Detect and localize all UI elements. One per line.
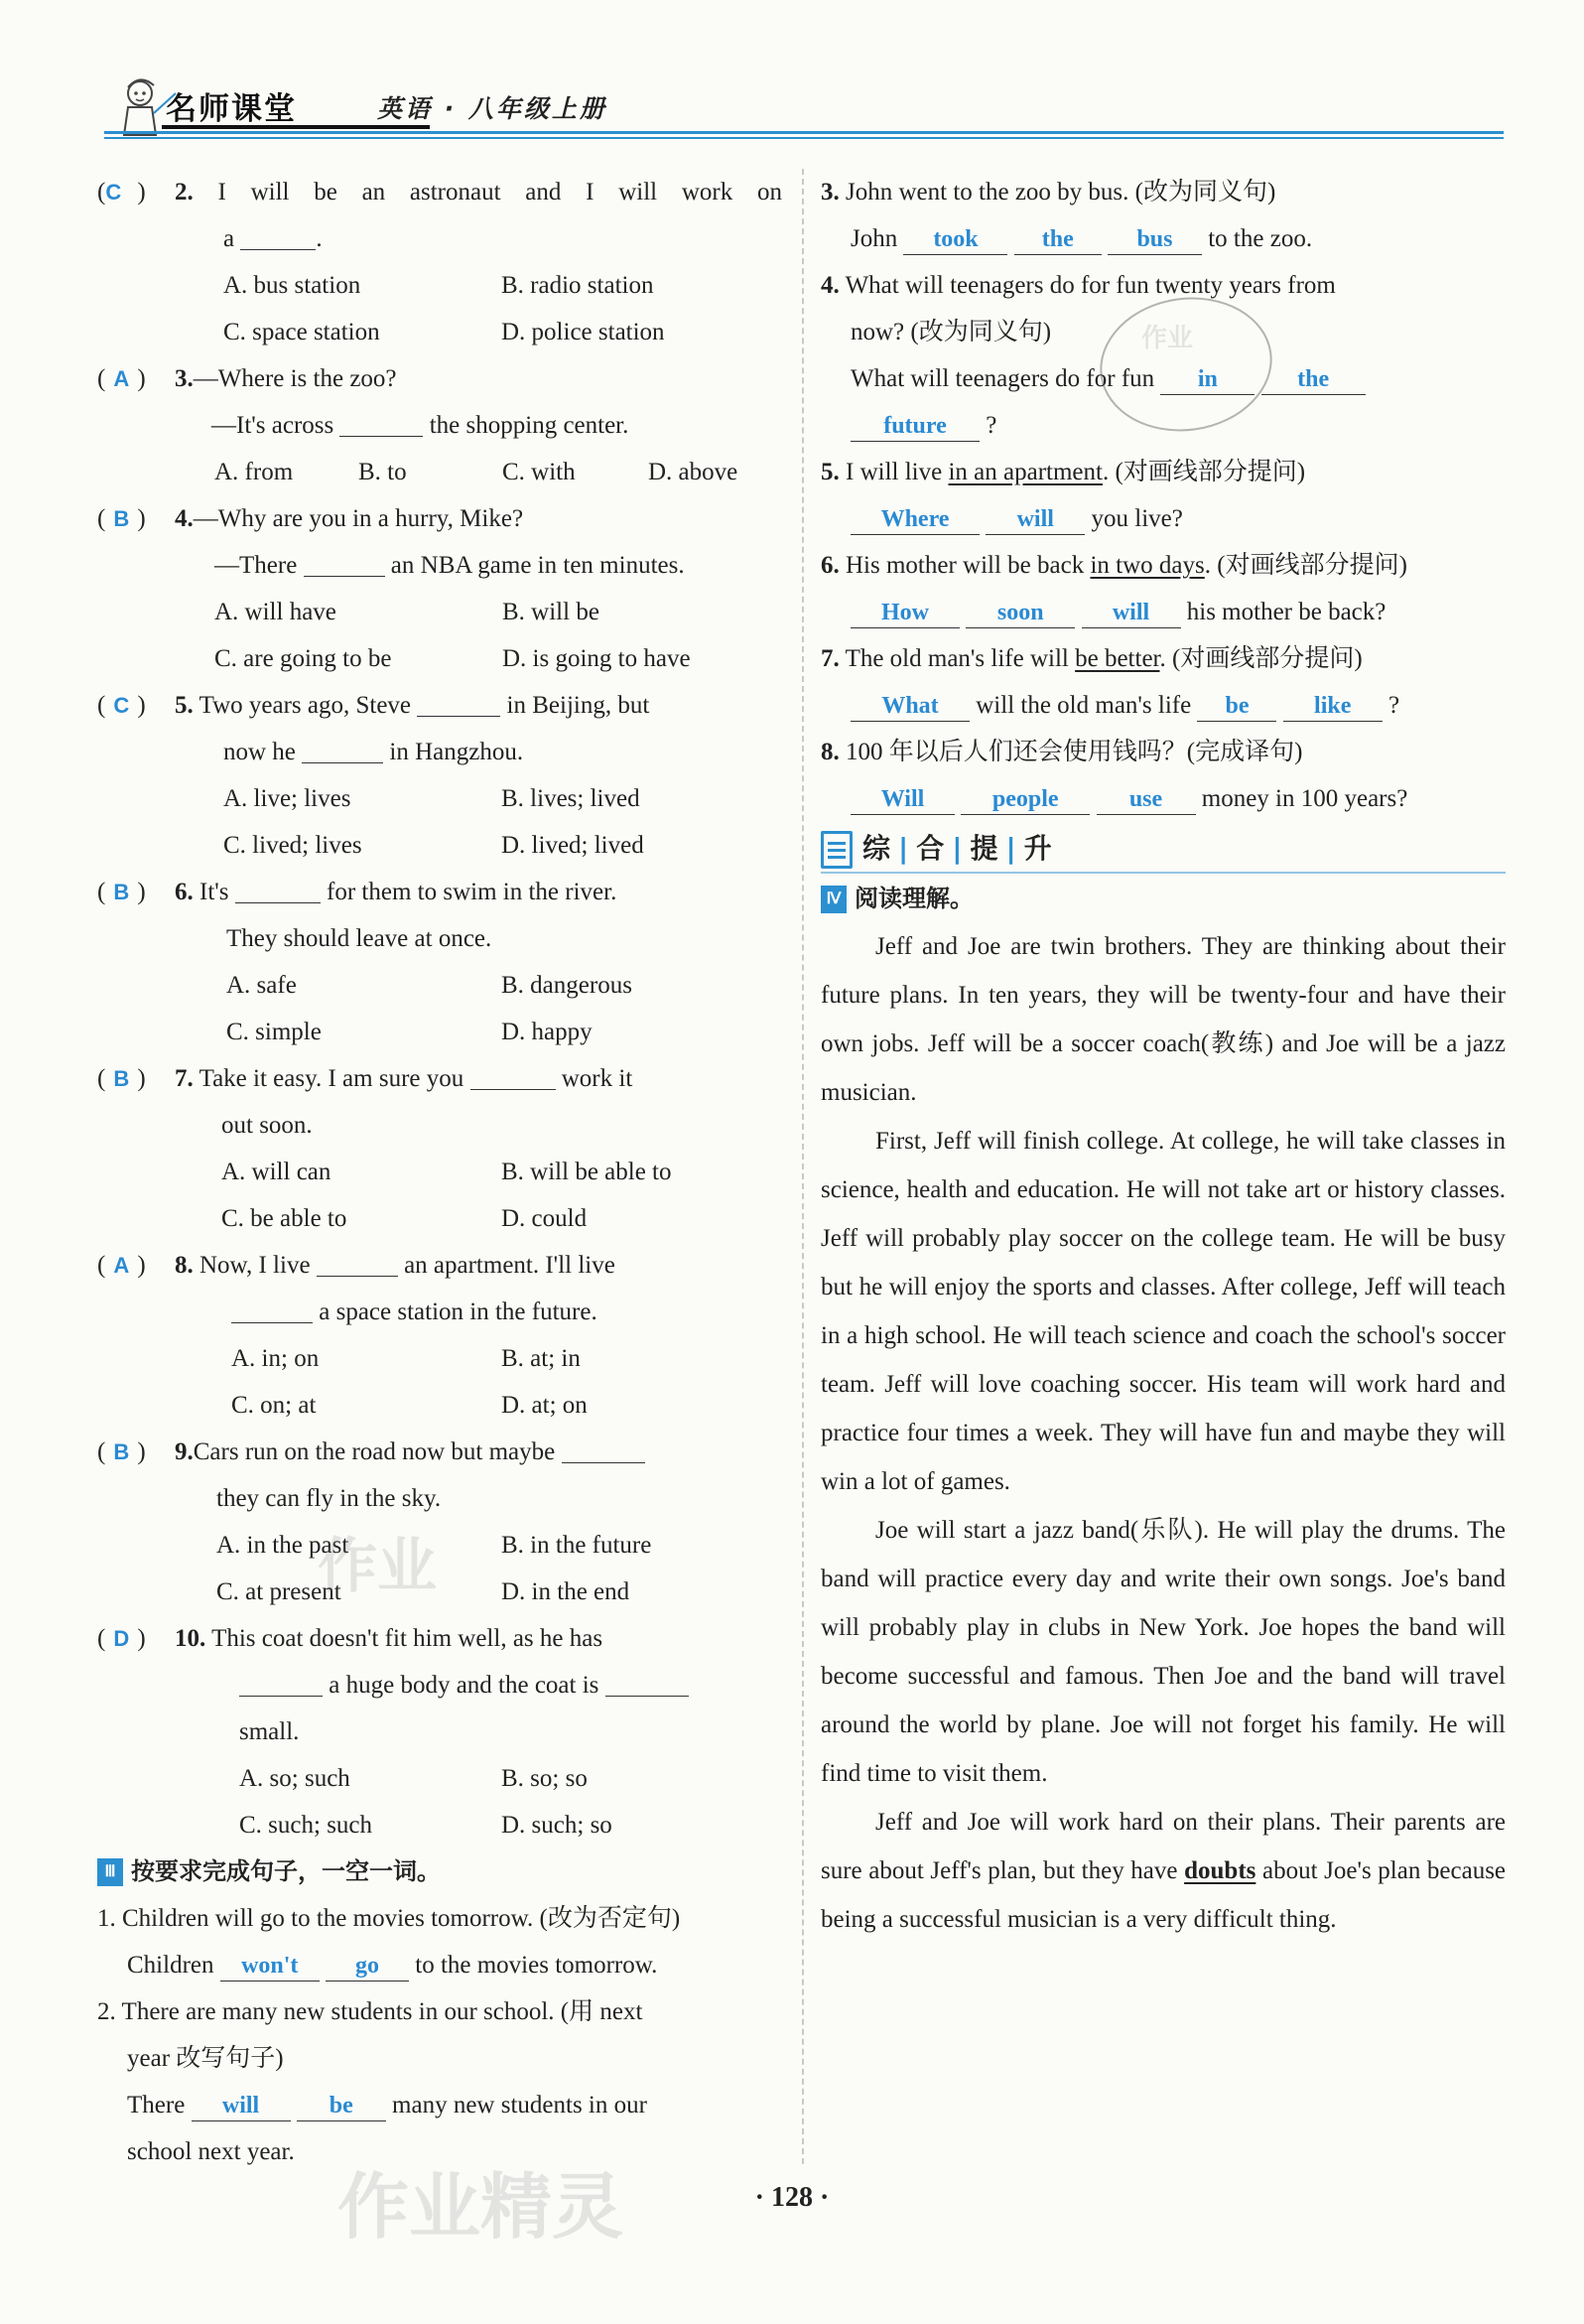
fill-blank: go bbox=[326, 1951, 409, 1982]
fill-blank: bus bbox=[1108, 224, 1202, 255]
fill-blank: the bbox=[1261, 364, 1366, 395]
left-column bbox=[97, 169, 782, 2175]
question-6-options-1: A. safe B. dangerous bbox=[226, 972, 632, 999]
question-2-options-2: C. space station D. police station bbox=[223, 319, 665, 345]
fill-blank: people bbox=[961, 784, 1090, 815]
fill-blank: Where bbox=[851, 504, 980, 535]
answer-5: C bbox=[113, 693, 130, 718]
question-10-line-2: a huge body and the coat is bbox=[97, 1662, 782, 1709]
r-item-3-prompt: 3. John went to the zoo by bus. (改为同义句) bbox=[821, 179, 1276, 205]
passage-paragraph-3: Joe will start a jazz band(乐队). He will play the drums. The band will practice every day and write their own songs. Joe's band will probably play in clubs in New York. Joe hopes the band will become successful and famous. Then Joe and the band will travel around the world by plane. Joe will not forget his family. He will find time to visit them. bbox=[821, 1517, 1506, 1787]
answer-3: A bbox=[113, 366, 130, 391]
heading-rule bbox=[821, 872, 1506, 874]
fill-blank: will bbox=[192, 2091, 291, 2121]
fill-blank: like bbox=[1283, 691, 1383, 722]
document-icon bbox=[821, 831, 853, 869]
s3-item-2-answer: There will be many new students in our bbox=[97, 2082, 782, 2128]
header-rule bbox=[104, 131, 1504, 134]
question-8-options-1: A. in; on B. at; in bbox=[231, 1345, 581, 1372]
s3-item-2-answer-2: school next year. bbox=[127, 2138, 295, 2165]
section-3-heading: Ⅲ 按要求完成句子，一空一词。 bbox=[97, 1848, 782, 1895]
page-header bbox=[104, 62, 1504, 139]
fill-blank: will bbox=[1082, 598, 1181, 628]
question-10-options-1: A. so; such B. so; so bbox=[239, 1765, 588, 1792]
question-10-options-2: C. such; such D. such; so bbox=[239, 1812, 612, 1839]
passage-paragraph-2: First, Jeff will finish college. At college, he will take classes in science, health and education. He will not take art or history classes. Jeff will probably play soccer on the college team. He will be busy but he will enjoy the sports and classes. After college, Jeff will teach in a high school. He will teach science and coach the school's soccer team. Jeff will love coaching soccer. His team will work hard and practice four times a week. They will have fun and maybe they will win a lot of games. bbox=[821, 1128, 1506, 1495]
highlighted-word: doubts bbox=[1184, 1857, 1256, 1884]
fill-blank: the bbox=[1014, 224, 1102, 255]
question-8-line-2: a space station in the future. bbox=[97, 1289, 782, 1335]
question-8-line-1: ( A ) 8. Now, I live an apartment. I'll live bbox=[97, 1242, 782, 1289]
question-4-line-2: —There an NBA game in ten minutes. bbox=[97, 542, 782, 589]
question-7-line-2: out soon. bbox=[221, 1112, 313, 1139]
fill-blank: What bbox=[851, 691, 970, 722]
answer-7: B bbox=[113, 1066, 130, 1091]
answer-4: B bbox=[113, 506, 130, 531]
answer-8: A bbox=[113, 1253, 130, 1278]
column-divider bbox=[802, 169, 804, 2164]
question-5-line-2: now he in Hangzhou. bbox=[97, 729, 782, 775]
question-5-options-2: C. lived; lives D. lived; lived bbox=[223, 832, 644, 859]
question-6-line-1: ( B ) 6. It's for them to swim in the river. bbox=[97, 869, 782, 915]
fill-blank: How bbox=[851, 598, 960, 628]
brand-title: 名师课堂 bbox=[166, 91, 297, 127]
reading-passage bbox=[821, 922, 1506, 1944]
page-number: · 128 · bbox=[754, 2182, 830, 2213]
fill-blank: won't bbox=[220, 1951, 320, 1982]
s3-item-2-prompt-1: 2. There are many new students in our school. (用 next bbox=[97, 1998, 643, 2025]
fill-blank: in bbox=[1160, 364, 1254, 395]
watermark-text: 作业精灵 bbox=[337, 2165, 624, 2249]
question-8-options-2: C. on; at D. at; on bbox=[231, 1392, 588, 1419]
r-item-8-prompt: 8. 100 年以后人们还会使用钱吗？(完成译句) bbox=[821, 739, 1303, 765]
r-item-4-prompt-2: now? (改为同义句) bbox=[851, 319, 1052, 345]
fill-blank: Will bbox=[851, 784, 955, 815]
question-9-line-1: ( B ) 9.Cars run on the road now but maybe bbox=[97, 1429, 782, 1475]
answer-9: B bbox=[113, 1439, 130, 1464]
r-item-6-answer: How soon will his mother be back? bbox=[821, 589, 1506, 635]
watermark-text: 作业 bbox=[318, 1532, 437, 1601]
question-9-line-2: they can fly in the sky. bbox=[216, 1485, 442, 1512]
question-6-line-2: They should leave at once. bbox=[226, 925, 492, 952]
question-4-options-2: C. are going to be D. is going to have bbox=[214, 645, 691, 672]
r-item-7-answer: What will the old man's life be like ? bbox=[821, 682, 1506, 729]
right-column bbox=[821, 169, 1506, 1944]
book-subject: 英语 · 八年级上册 bbox=[377, 94, 607, 123]
question-7-options-1: A. will can B. will be able to bbox=[221, 1159, 672, 1185]
s3-item-2-prompt-2: year 改写句子) bbox=[127, 2045, 284, 2072]
r-item-8-answer: Will people use money in 100 years? bbox=[821, 775, 1506, 822]
answer-6: B bbox=[113, 880, 130, 904]
comprehensive-heading: 综 | 合 | 提 | 升 bbox=[821, 822, 1506, 876]
answer-10: D bbox=[113, 1626, 130, 1651]
fill-blank: took bbox=[903, 224, 1007, 255]
r-item-7-prompt: 7. The old man's life will be better. (对画线部分提问) bbox=[821, 645, 1363, 672]
question-10-line-1: ( D ) 10. This coat doesn't fit him well, as he has bbox=[97, 1615, 782, 1662]
question-9-options-2: C. at present D. in the end bbox=[216, 1578, 630, 1605]
question-10-line-3: small. bbox=[239, 1718, 300, 1745]
question-5-options-1: A. live; lives B. lives; lived bbox=[223, 785, 640, 812]
question-2-line-1: (C ) 2. I will be an astronaut and I will work on bbox=[97, 169, 782, 215]
question-6-options-2: C. simple D. happy bbox=[226, 1019, 593, 1045]
question-7-line-1: ( B ) 7. Take it easy. I am sure you work it bbox=[97, 1055, 782, 1102]
question-9-options-1: A. in the past B. in the future bbox=[216, 1532, 652, 1559]
section-4-roman: Ⅳ bbox=[821, 886, 847, 913]
section-3-roman: Ⅲ bbox=[97, 1858, 123, 1886]
r-item-5-prompt: 5. I will live in an apartment. (对画线部分提问) bbox=[821, 459, 1306, 485]
question-4-line-1: ( B ) 4.—Why are you in a hurry, Mike? bbox=[97, 495, 782, 542]
passage-paragraph-1: Jeff and Joe are twin brothers. They are thinking about their future plans. In ten years, they will be twenty-four and have their own jobs. Jeff will be a soccer coach(教练) and Joe will be a jazz musician. bbox=[821, 933, 1506, 1106]
watermark-text: 作业 bbox=[1141, 324, 1194, 353]
section-4-heading: Ⅳ 阅读理解。 bbox=[821, 876, 1506, 922]
fill-blank: future bbox=[851, 411, 980, 442]
r-item-6-prompt: 6. His mother will be back in two days. (对画线部分提问) bbox=[821, 552, 1407, 579]
fill-blank: soon bbox=[966, 598, 1075, 628]
fill-blank: use bbox=[1097, 784, 1196, 815]
fill-blank: be bbox=[297, 2091, 386, 2121]
passage-paragraph-4: Jeff and Joe will work hard on their plans. Their parents are sure about Jeff's plan, but they have doubts about Joe's plan because being a successful musician is a very difficult thing. bbox=[821, 1809, 1507, 1933]
question-5-line-1: ( C ) 5. Two years ago, Steve in Beijing, but bbox=[97, 682, 782, 729]
s3-item-1-prompt: 1. Children will go to the movies tomorrow. (改为否定句) bbox=[97, 1905, 681, 1932]
question-3-line-2: —It's across the shopping center. bbox=[97, 402, 782, 449]
r-item-4-prompt-1: 4. What will teenagers do for fun twenty years from bbox=[821, 272, 1336, 299]
question-2-options-1: A. bus station B. radio station bbox=[223, 272, 654, 299]
r-item-5-answer: Where will you live? bbox=[821, 495, 1506, 542]
question-4-options-1: A. will have B. will be bbox=[214, 599, 599, 625]
question-7-options-2: C. be able to D. could bbox=[221, 1205, 588, 1232]
r-item-4-answer: What will teenagers do for fun in the bbox=[821, 355, 1506, 402]
fill-blank: be bbox=[1197, 691, 1276, 722]
question-2-line-2: a . bbox=[97, 215, 782, 262]
question-3-line-1: ( A ) 3.—Where is the zoo? bbox=[97, 355, 782, 402]
s3-item-1-answer: Children won't go to the movies tomorrow. bbox=[97, 1942, 782, 1988]
r-item-3-answer: John took the bus to the zoo. bbox=[821, 215, 1506, 262]
question-3-options: A. from B. to C. with D. above bbox=[214, 459, 738, 485]
r-item-4-answer-2: future ? bbox=[821, 402, 1506, 449]
fill-blank: will bbox=[986, 504, 1085, 535]
header-rule-thin bbox=[104, 137, 1504, 139]
answer-2: C bbox=[105, 180, 122, 205]
